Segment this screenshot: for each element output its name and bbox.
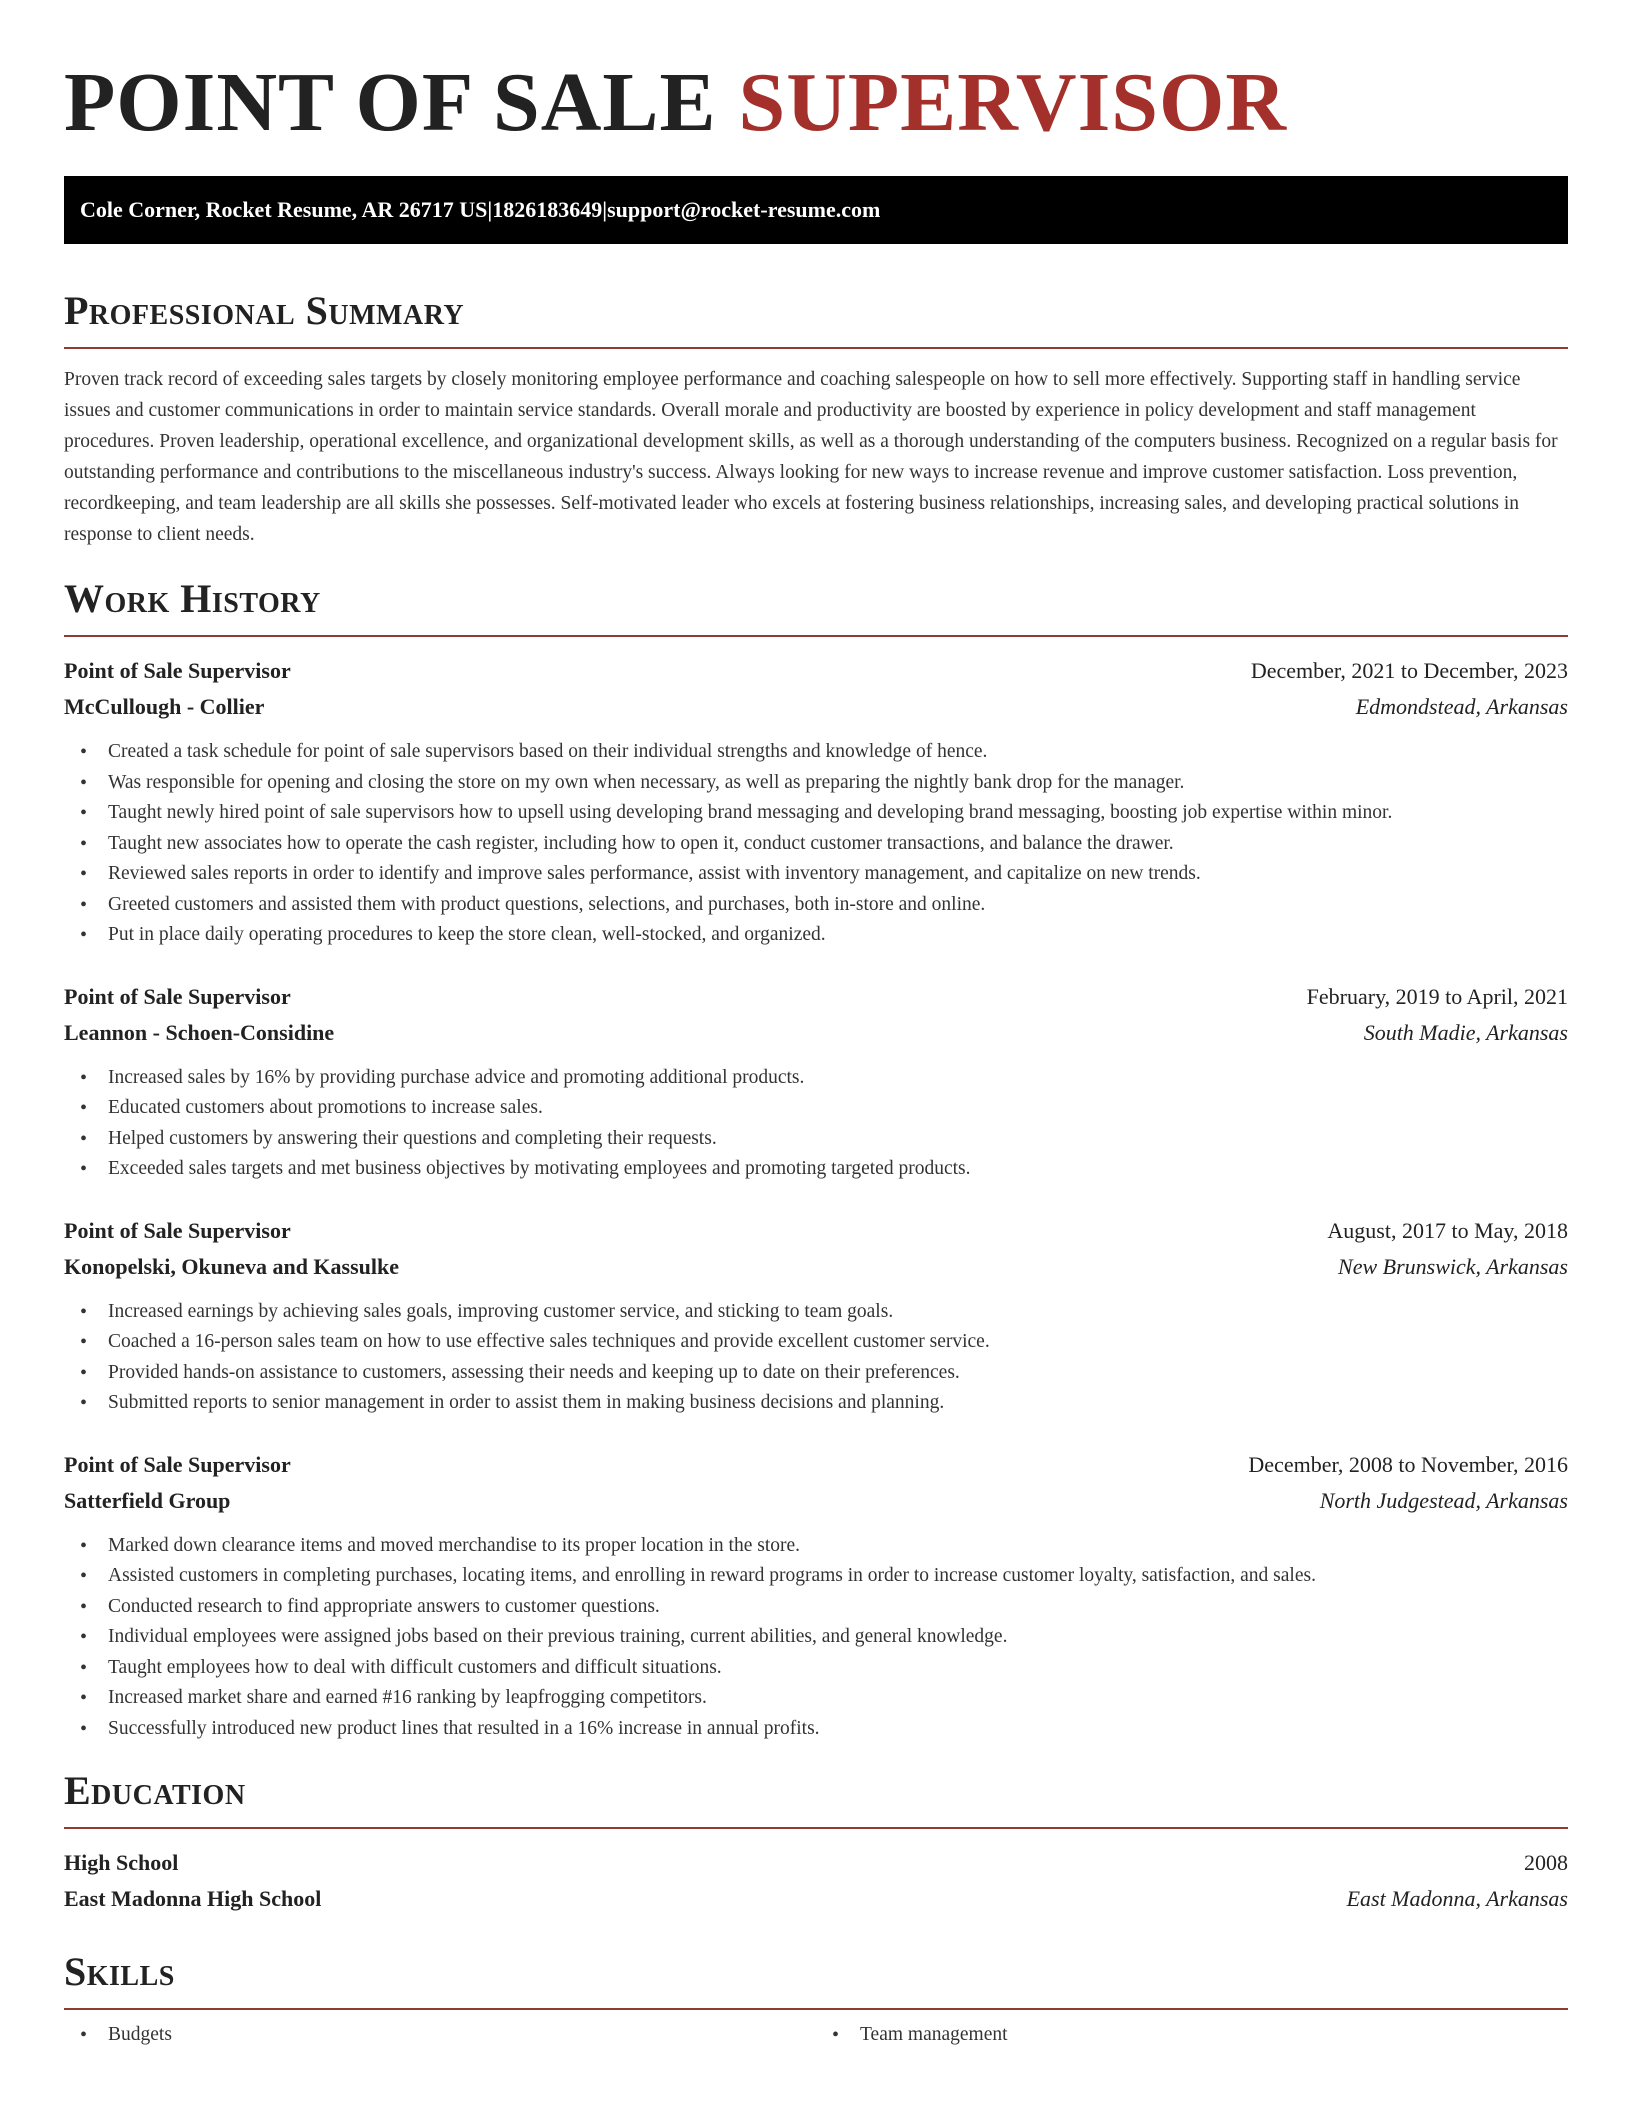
job-dates: December, 2021 to December, 2023 xyxy=(1250,658,1568,683)
education-section xyxy=(64,1768,1568,1917)
bullet-item: • Greeted customers and assisted them with product questions, selections, and purchases, both in-store and online. xyxy=(64,890,1568,921)
bullet-item: • Increased sales by 16% by providing purchase advice and promoting additional products. xyxy=(64,1063,1568,1094)
section-divider xyxy=(64,347,1568,349)
job-title: Point of Sale Supervisor xyxy=(64,1217,291,1243)
summary-section xyxy=(64,288,1568,550)
bullet-item: • Conducted research to find appropriate answers to customer questions. xyxy=(64,1592,1568,1623)
job-dates: February, 2019 to April, 2021 xyxy=(1306,983,1568,1009)
work-history-section xyxy=(64,576,1568,1744)
skills-section xyxy=(64,1949,1568,2051)
contact-separator: | xyxy=(487,197,493,222)
contact-phone: 1826183649 xyxy=(492,197,603,222)
bullet-item: • Created a task schedule for point of sale supervisors based on their individual strengths and knowledge of hence. xyxy=(64,737,1568,768)
bullet-item: • Increased market share and earned #16 ranking by leapfrogging competitors. xyxy=(64,1683,1568,1714)
bullet-item: • Was responsible for opening and closing the store on my own when necessary, as well as preparing the nightly bank drop for the manager. xyxy=(64,768,1568,799)
contact-address: Cole Corner, Rocket Resume, AR 26717 US xyxy=(80,197,488,222)
bullet-item: • Taught new associates how to operate the cash register, including how to open it, conduct customer transactions, and balance the drawer. xyxy=(64,829,1568,860)
job-location: Edmondstead, Arkansas xyxy=(1355,694,1568,719)
bullet-item: • Exceeded sales targets and met business objectives by motivating employees and promoting targeted products. xyxy=(64,1154,1568,1185)
job-company: Satterfield Group xyxy=(64,1487,231,1513)
education-degree: High School xyxy=(64,1850,179,1875)
job-entry xyxy=(64,1447,1568,1745)
job-title: Point of Sale Supervisor xyxy=(64,983,291,1009)
job-entry xyxy=(64,653,1568,951)
education-school: East Madonna High School xyxy=(64,1886,322,1911)
job-location: North Judgestead, Arkansas xyxy=(1319,1487,1568,1513)
job-bullets xyxy=(64,1297,1568,1419)
bullet-item: • Successfully introduced new product lines that resulted in a 16% increase in annual profits. xyxy=(64,1714,1568,1745)
job-bullets xyxy=(64,1063,1568,1185)
bullet-item: • Provided hands-on assistance to customers, assessing their needs and keeping up to date on their preferences. xyxy=(64,1358,1568,1389)
job-title: Point of Sale Supervisor xyxy=(64,1451,291,1477)
bullet-item: • Submitted reports to senior management in order to assist them in making business decisions and planning. xyxy=(64,1388,1568,1419)
bullet-item: • Taught newly hired point of sale supervisors how to upsell using developing brand messaging and developing brand messaging, boosting job expertise within minor. xyxy=(64,798,1568,829)
section-divider xyxy=(64,635,1568,637)
bullet-item: • Taught employees how to deal with difficult customers and difficult situations. xyxy=(64,1653,1568,1684)
job-company: Konopelski, Okuneva and Kassulke xyxy=(64,1253,400,1279)
education-location: East Madonna, Arkansas xyxy=(1346,1886,1568,1911)
section-divider xyxy=(64,1827,1568,1829)
contact-email: support@rocket-resume.com xyxy=(607,197,881,222)
job-bullets xyxy=(64,1531,1568,1745)
section-heading-education: Education xyxy=(64,1768,246,1813)
job-dates: August, 2017 to May, 2018 xyxy=(1327,1217,1568,1243)
bullet-item: • Helped customers by answering their questions and completing their requests. xyxy=(64,1124,1568,1155)
section-heading-work-history: Work History xyxy=(64,576,321,621)
skill-item: • Budgets xyxy=(64,2020,816,2051)
education-entry xyxy=(64,1845,1568,1917)
skill-item: • Team management xyxy=(816,2020,1568,2051)
bullet-item: • Coached a 16-person sales team on how to use effective sales techniques and provide excellent customer service. xyxy=(64,1327,1568,1358)
section-heading-summary: Professional Summary xyxy=(64,288,465,333)
education-year: 2008 xyxy=(1524,1850,1568,1875)
job-location: New Brunswick, Arkansas xyxy=(1338,1253,1568,1279)
job-company: Leannon - Schoen-Considine xyxy=(64,1019,335,1045)
job-dates: December, 2008 to November, 2016 xyxy=(1248,1451,1568,1477)
job-bullets xyxy=(64,737,1568,951)
bullet-item: • Put in place daily operating procedures to keep the store clean, well-stocked, and organized. xyxy=(64,920,1568,951)
contact-bar xyxy=(64,176,1568,244)
skills-list-left xyxy=(64,2020,816,2051)
job-title: Point of Sale Supervisor xyxy=(64,658,291,683)
job-location: South Madie, Arkansas xyxy=(1363,1019,1568,1045)
section-divider xyxy=(64,2008,1568,2010)
section-heading-skills: Skills xyxy=(64,1949,175,1994)
skills-grid xyxy=(64,2016,1568,2051)
bullet-item: • Individual employees were assigned jobs based on their previous training, current abilities, and general knowledge. xyxy=(64,1622,1568,1653)
title-accent: SUPERVISOR xyxy=(738,56,1287,149)
bullet-item: • Reviewed sales reports in order to identify and improve sales performance, assist with inventory management, and capitalize on new trends. xyxy=(64,859,1568,890)
bullet-item: • Increased earnings by achieving sales goals, improving customer service, and sticking to team goals. xyxy=(64,1297,1568,1328)
bullet-item: • Marked down clearance items and moved merchandise to its proper location in the store. xyxy=(64,1531,1568,1562)
title-main: POINT OF SALE xyxy=(64,56,717,149)
contact-separator: | xyxy=(602,197,608,222)
resume-title xyxy=(64,0,1568,176)
job-entry xyxy=(64,979,1568,1185)
job-company: McCullough - Collier xyxy=(64,694,265,719)
job-entry xyxy=(64,1213,1568,1419)
skills-list-right xyxy=(816,2020,1568,2051)
bullet-item: • Assisted customers in completing purchases, locating items, and enrolling in reward programs in order to increase customer loyalty, satisfaction, and sales. xyxy=(64,1561,1568,1592)
bullet-item: • Educated customers about promotions to increase sales. xyxy=(64,1093,1568,1124)
summary-text: Proven track record of exceeding sales targets by closely monitoring employee performance and coaching salespeople on how to sell more effectively. Supporting staff in handling service issues and customer communications in order to maintain service standards. Overall morale and productivity are boosted by experience in policy development and staff management procedures. Proven leadership, operational excellence, and organizational development skills, as well as a thorough understanding of the computers business. Recognized on a regular basis for outstanding performance and contributions to the miscellaneous industry's success. Always looking for new ways to increase revenue and improve customer satisfaction. Loss prevention, recordkeeping, and team leadership are all skills she possesses. Self-motivated leader who excels at fostering business relationships, increasing sales, and developing practical solutions in response to client needs. xyxy=(64,369,1558,545)
